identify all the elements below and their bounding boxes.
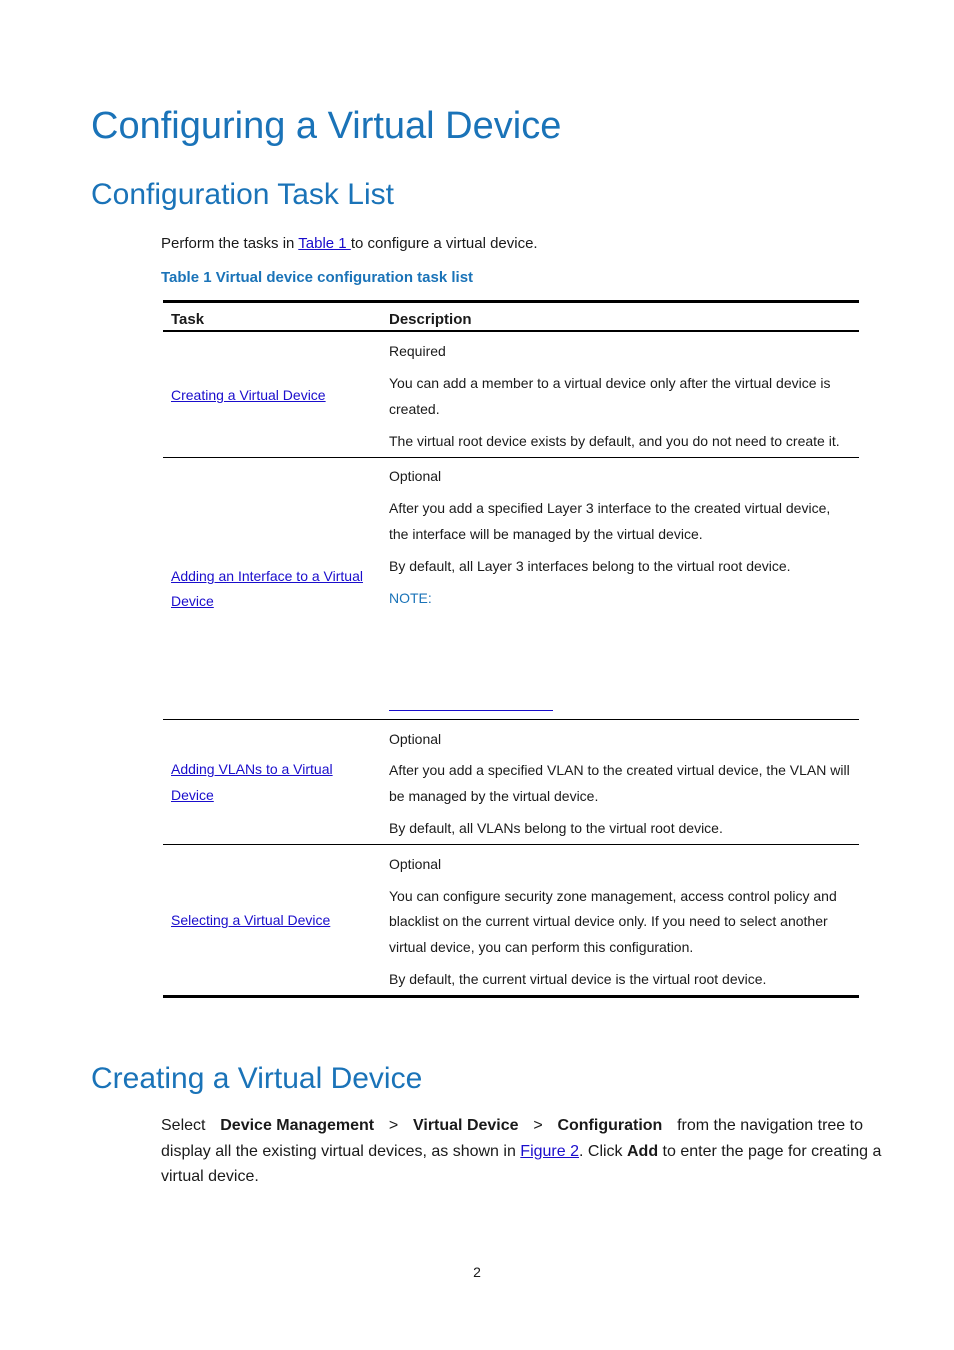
menu-device-management: Device Management	[220, 1117, 375, 1134]
row2-note-label: NOTE:	[389, 590, 432, 606]
row3-desc-line: be managed by the virtual device.	[389, 788, 599, 804]
row1-desc-line: The virtual root device exists by default, and you do not need to create it.	[389, 433, 840, 449]
page-title: Configuring a Virtual Device	[91, 105, 562, 147]
add-button-ref: Add	[627, 1143, 659, 1160]
task-adding-vlans-link[interactable]: Adding VLANs to a Virtual	[171, 761, 333, 777]
row2-desc-line: After you add a specified Layer 3 interface to the created virtual device,	[389, 500, 831, 516]
task-creating-virtual-device-link[interactable]: Creating a Virtual Device	[171, 387, 326, 403]
menu-configuration: Configuration	[557, 1117, 663, 1134]
figure-2-link[interactable]: Figure 2	[520, 1143, 579, 1160]
row1-desc-line: created.	[389, 401, 440, 417]
header-rule	[163, 330, 859, 332]
task-adding-interface-link[interactable]: Adding an Interface to a Virtual	[171, 568, 363, 584]
row4-desc-optional: Optional	[389, 856, 442, 872]
menu-virtual-device: Virtual Device	[413, 1117, 519, 1134]
row-divider	[163, 719, 859, 720]
row3-desc-line: After you add a specified VLAN to the created virtual device, the VLAN will	[389, 762, 850, 778]
intro-paragraph: Perform the tasks in Table 1 to configure a virtual device.	[161, 235, 538, 252]
table-1-link[interactable]: Table 1	[298, 235, 351, 252]
row2-desc-line: By default, all Layer 3 interfaces belong to the virtual root device.	[389, 558, 791, 574]
row2-desc-line: the interface will be managed by the virtual device.	[389, 526, 703, 542]
page-number: 2	[473, 1264, 481, 1280]
header-description: Description	[389, 311, 472, 328]
row1-desc-line: You can add a member to a virtual device only after the virtual device is	[389, 375, 831, 391]
row3-desc-optional: Optional	[389, 731, 442, 747]
task-adding-interface-link-cont[interactable]: Device	[171, 593, 214, 609]
table-caption: Table 1 Virtual device configuration task list	[161, 269, 474, 286]
row-divider	[163, 844, 859, 845]
row4-desc-line: By default, the current virtual device is the virtual root device.	[389, 971, 767, 987]
row4-desc-line: virtual device, you can perform this configuration.	[389, 939, 694, 955]
row1-desc-required: Required	[389, 343, 446, 359]
note-underline	[389, 710, 553, 711]
table-top-rule	[163, 300, 859, 303]
row2-desc-optional: Optional	[389, 468, 442, 484]
row3-desc-line: By default, all VLANs belong to the virtual root device.	[389, 820, 723, 836]
row4-desc-line: You can configure security zone management, access control policy and	[389, 888, 837, 904]
row-divider	[163, 457, 859, 458]
section-heading-task-list: Configuration Task List	[91, 178, 394, 211]
table-bottom-rule	[163, 995, 859, 998]
task-selecting-virtual-device-link[interactable]: Selecting a Virtual Device	[171, 912, 331, 928]
header-task: Task	[171, 311, 205, 328]
row4-desc-line: blacklist on the current virtual device only. If you need to select another	[389, 913, 828, 929]
section-heading-creating: Creating a Virtual Device	[91, 1062, 423, 1095]
task-adding-vlans-link-cont[interactable]: Device	[171, 787, 214, 803]
